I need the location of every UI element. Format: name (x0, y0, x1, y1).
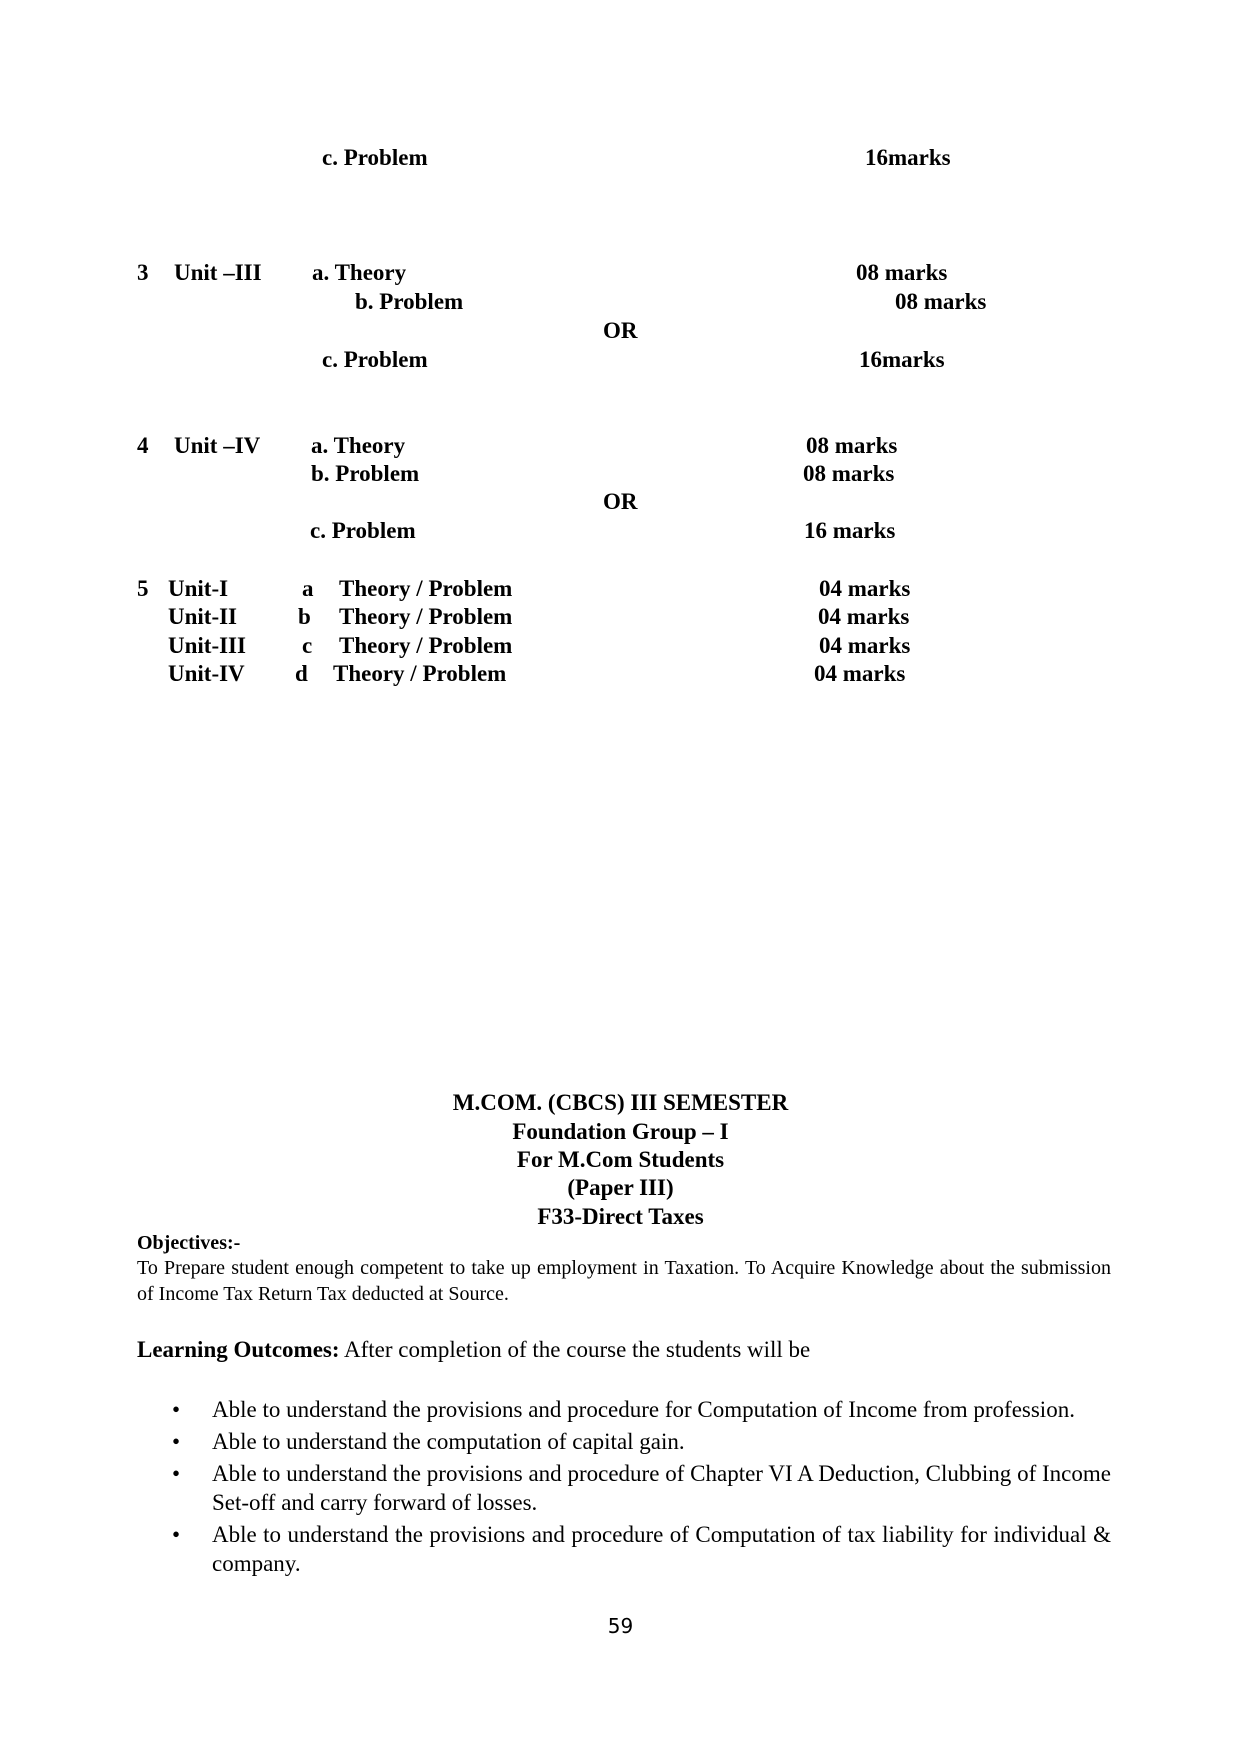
q3-b-marks: 08 marks (895, 289, 987, 314)
course-title: F33-Direct Taxes (537, 1204, 704, 1229)
q5-row-marks: 04 marks (819, 633, 911, 658)
list-item: • Able to understand the provisions and procedure of Chapter VI A Deduction, Clubbing of Income Set-off and carry forward of losses. (137, 1459, 1111, 1517)
objectives-label: Objectives:- (137, 1232, 241, 1254)
learning-outcomes-list (137, 1395, 1111, 1581)
q3-c-part: c. Problem (322, 347, 428, 372)
unit2-c-part: c. Problem (322, 145, 428, 170)
q5-row-unit: Unit-II (168, 604, 238, 629)
q5-row-marks: 04 marks (818, 604, 910, 629)
q5-row-topic: Theory / Problem (339, 576, 513, 601)
course-audience: For M.Com Students (516, 1147, 725, 1172)
q5-row-letter: d (295, 661, 308, 686)
q4-c-marks: 16 marks (804, 518, 896, 543)
q4-c-part: c. Problem (310, 518, 416, 543)
q4-b-part: b. Problem (311, 461, 420, 486)
list-item: • Able to understand the provisions and procedure for Computation of Income from profession. (137, 1395, 1111, 1424)
q3-a-marks: 08 marks (856, 260, 948, 285)
q5-row-marks: 04 marks (819, 576, 911, 601)
learning-outcomes-intro: After completion of the course the students will be (339, 1337, 811, 1362)
q5-row-letter: b (298, 604, 311, 629)
q4-number: 4 (137, 433, 149, 458)
list-item: • Able to understand the provisions and procedure of Computation of tax liability for individual & company. (137, 1520, 1111, 1578)
q4-unit-label: Unit –IV (174, 433, 261, 458)
q5-row-marks: 04 marks (814, 661, 906, 686)
course-group: Foundation Group – I (512, 1119, 729, 1144)
q4-b-marks: 08 marks (803, 461, 895, 486)
learning-outcomes-line (137, 1337, 810, 1363)
q3-c-marks: 16marks (859, 347, 945, 372)
q3-a-part: a. Theory (312, 260, 407, 285)
q5-row-letter: c (302, 633, 313, 658)
objectives-text: To Prepare student enough competent to take up employment in Taxation. To Acquire Knowledge about the submission of Income Tax Return Tax deducted at Source. (137, 1257, 1111, 1305)
q5-row-topic: Theory / Problem (339, 604, 513, 629)
course-paper: (Paper III) (567, 1175, 674, 1200)
course-heading: M.COM. (CBCS) III SEMESTER (452, 1090, 789, 1115)
q4-or: OR (603, 489, 638, 514)
list-item: • Able to understand the computation of capital gain. (137, 1427, 1111, 1456)
q3-unit-label: Unit –III (174, 260, 262, 285)
q3-or: OR (603, 318, 638, 343)
q5-row-letter: a (302, 576, 314, 601)
unit2-c-marks: 16marks (865, 145, 951, 170)
q4-a-part: a. Theory (311, 433, 406, 458)
q5-row-topic: Theory / Problem (339, 633, 513, 658)
q3-b-part: b. Problem (355, 289, 464, 314)
q3-number: 3 (137, 260, 149, 285)
q5-row-unit: Unit-III (168, 633, 246, 658)
q5-row-unit: Unit-IV (168, 661, 245, 686)
page-number: 59 (607, 1614, 634, 1638)
learning-outcomes-label: Learning Outcomes: (137, 1337, 340, 1362)
q4-a-marks: 08 marks (806, 433, 898, 458)
q5-row-unit: Unit-I (168, 576, 229, 601)
q5-number: 5 (137, 576, 149, 601)
q5-row-topic: Theory / Problem (333, 661, 507, 686)
